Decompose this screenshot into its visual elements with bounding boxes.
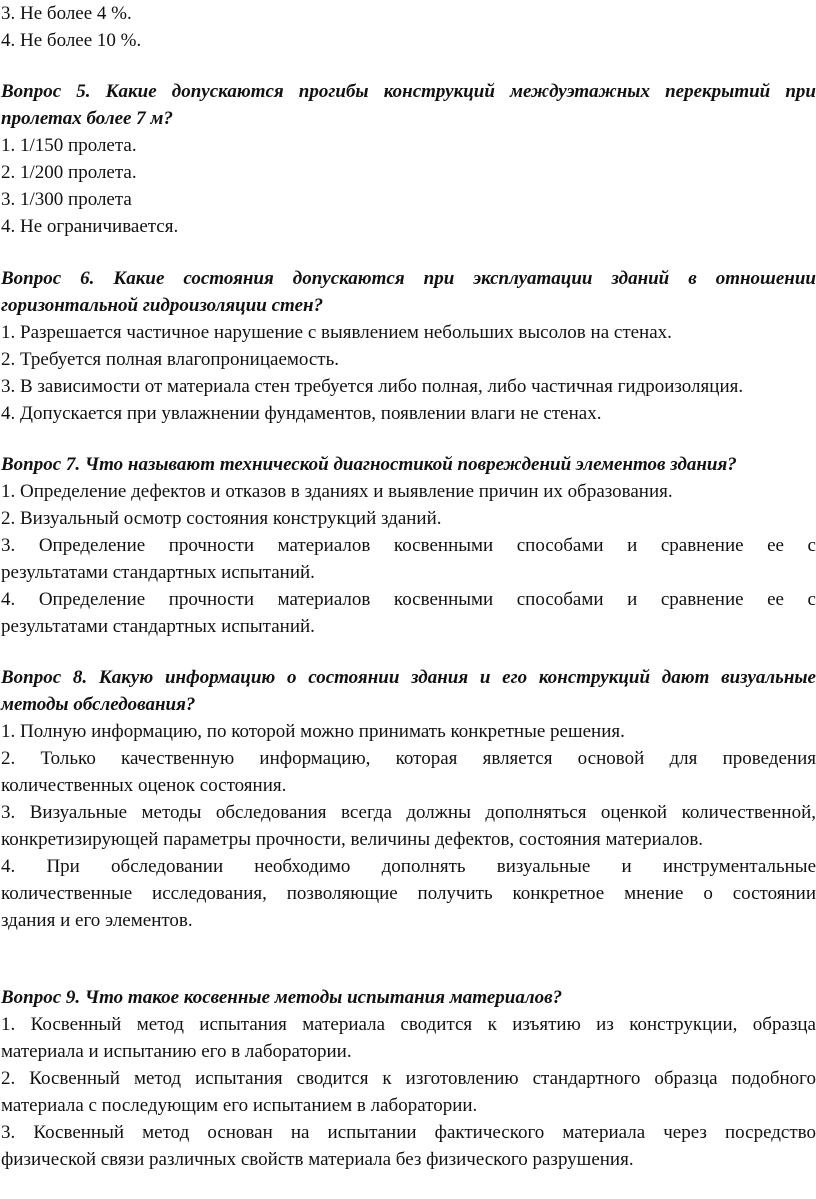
previous-question-tail — [1, 0, 816, 54]
answer-option: 4. Определение прочности материалов косвенными способами и сравнение ее с — [1, 589, 816, 610]
answer-option: 3. Определение прочности материалов косвенными способами и сравнение ее с — [1, 535, 816, 556]
answer-option-continuation: материала и испытанию его в лаборатории. — [1, 1041, 352, 1062]
answer-option-continuation: материала с последующим его испытанием в лаборатории. — [1, 1095, 478, 1116]
answer-option-continuation: конкретизирующей параметры прочности, величины дефектов, состояния материалов. — [1, 829, 704, 850]
answer-option: 3. Не более 4 %. — [1, 3, 132, 24]
answer-option-continuation: здания и его элементов. — [1, 910, 193, 931]
question-text: Вопрос 7. Что называют технической диагностикой повреждений элементов здания? — [1, 454, 737, 475]
answer-option: 4. Не более 10 %. — [1, 30, 142, 51]
answer-option-continuation: физической связи различных свойств материала без физического разрушения. — [1, 1149, 634, 1170]
answer-option: 3. 1/300 пролета — [1, 189, 132, 210]
answer-option: 1. 1/150 пролета. — [1, 135, 137, 156]
answer-option: 1. Определение дефектов и отказов в зданиях и выявление причин их образования. — [1, 481, 673, 502]
answer-option: 4. Не ограничивается. — [1, 216, 179, 237]
answer-option: 2. Косвенный метод испытания сводится к изготовлению стандартного образца подобного — [1, 1068, 816, 1089]
answer-option: 3. Визуальные методы обследования всегда должны дополняться оценкой количественной, — [1, 802, 816, 823]
question-text: пролетах более 7 м? — [1, 108, 173, 129]
answer-option: 2. 1/200 пролета. — [1, 162, 137, 183]
answer-option-continuation: результатами стандартных испытаний. — [1, 562, 315, 583]
answer-option: 1. Полную информацию, по которой можно принимать конкретные решения. — [1, 721, 625, 742]
answer-option: 3. В зависимости от материала стен требуется либо полная, либо частичная гидроизоляция. — [1, 376, 744, 397]
answer-option: 2. Визуальный осмотр состояния конструкций зданий. — [1, 508, 442, 529]
answer-option: 4. При обследовании необходимо дополнять визуальные и инструментальные — [1, 856, 816, 877]
answer-option: 2. Только качественную информацию, которая является основой для проведения — [1, 748, 816, 769]
question-7 — [1, 451, 816, 640]
question-9 — [1, 984, 816, 1173]
question-text: Вопрос 5. Какие допускаются прогибы конструкций междуэтажных перекрытий при — [1, 81, 816, 102]
answer-option-continuation: количественные исследования, позволяющие получить конкретное мнение о состоянии — [1, 883, 816, 904]
answer-option-continuation: количественных оценок состояния. — [1, 775, 287, 796]
answer-option: 2. Требуется полная влагопроницаемость. — [1, 349, 340, 370]
question-text: Вопрос 9. Что такое косвенные методы испытания материалов? — [1, 987, 563, 1008]
answer-option: 1. Разрешается частичное нарушение с выявлением небольших высолов на стенах. — [1, 322, 672, 343]
question-5 — [1, 78, 816, 240]
question-text: Вопрос 8. Какую информацию о состоянии здания и его конструкций дают визуальные — [1, 667, 816, 688]
answer-option: 1. Косвенный метод испытания материала сводится к изъятию из конструкции, образца — [1, 1014, 816, 1035]
question-6 — [1, 265, 816, 427]
answer-option: 4. Допускается при увлажнении фундаментов, появлении влаги не стенах. — [1, 403, 602, 424]
answer-option: 3. Косвенный метод основан на испытании фактического материала через посредство — [1, 1122, 816, 1143]
answer-option-continuation: результатами стандартных испытаний. — [1, 616, 315, 637]
question-text: горизонтальной гидроизоляции стен? — [1, 295, 324, 316]
question-text: Вопрос 6. Какие состояния допускаются при эксплуатации зданий в отношении — [1, 268, 816, 289]
question-8 — [1, 664, 816, 934]
question-text: методы обследования? — [1, 694, 196, 715]
